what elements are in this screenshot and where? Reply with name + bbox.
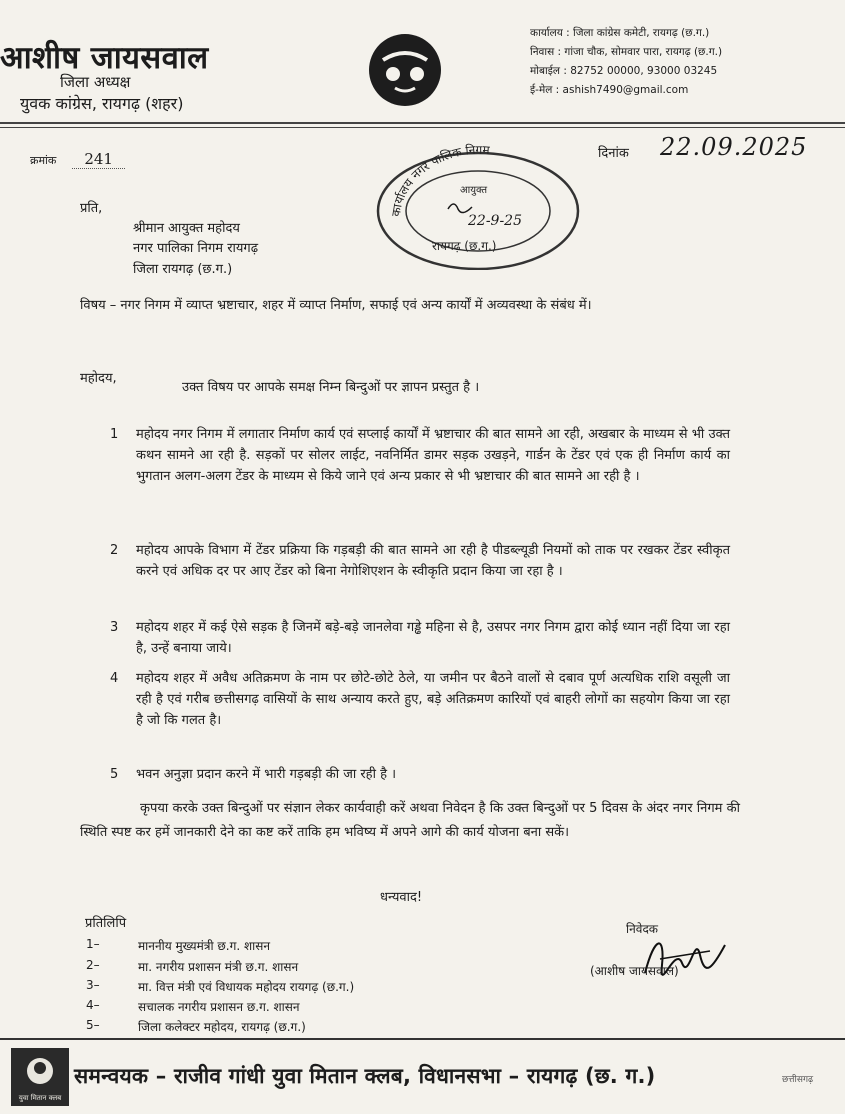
recipient-line: नगर पालिका निगम रायगढ़ <box>133 241 259 256</box>
point-item <box>110 668 730 731</box>
contact-mobile: मोबाईल : 82752 00000, 93000 03245 <box>530 65 718 77</box>
point-item <box>110 764 730 785</box>
contact-email: ई-मेल : ashish7490@gmail.com <box>530 84 689 96</box>
point-item <box>110 540 730 582</box>
sender-post: जिला अध्यक्ष <box>60 73 131 91</box>
point-item <box>110 617 730 659</box>
copy-list-item: माननीय मुख्यमंत्री छ.ग. शासन <box>138 939 271 953</box>
salutation: महोदय, <box>80 371 117 386</box>
copy-list-item: मा. नगरीय प्रशासन मंत्री छ.ग. शासन <box>138 960 299 974</box>
header-divider-thin <box>0 127 845 128</box>
point-text: महोदय नगर निगम में लगातार निर्माण कार्य एवं सप्लाई कार्यों में भ्रष्टाचार की बात सामने आ रही, अखबार के माध्यम से भी उक्त कथन सामने आ रही है. सड़कों पर सोलर लाईट, नवनिर्मित डामर सड़क उखड़ने, गार्डन के टेंडर एवं एक ही निर्माण कार्य का भुगतान अलग-अलग टेंडर के माध्यम से किये जाने एवं अन्य प्रकार से भी भ्रष्टाचार की बात सामने आ रही है । <box>136 427 730 484</box>
point-number: 3 <box>110 620 119 635</box>
point-number: 5 <box>110 767 119 782</box>
date-value: 22.09.2025 <box>660 133 808 161</box>
point-text: भवन अनुज्ञा प्रदान करने में भारी गड़बड़ी की जा रही है । <box>136 767 397 782</box>
sender-name: आशीष जायसवाल <box>0 40 209 76</box>
received-stamp <box>360 135 590 270</box>
recipient-line: श्रीमान आयुक्त महोदय <box>133 221 240 236</box>
copy-list-number: 4– <box>86 998 100 1012</box>
point-text: महोदय शहर में कई ऐसे सड़क है जिनमें बड़े-बड़े जानलेवा गड्ढे महिना से है, उसपर नगर निगम द्वारा कोई ध्यान नहीं दिया जा रहा है, उन्हें बनाया जाये। <box>136 620 730 656</box>
point-text: महोदय शहर में अवैध अतिक्रमण के नाम पर छोटे-छोटे ठेले, या जमीन पर बैठने वालों से दबाव पूर्ण अत्यधिक राशि वसूली जा रही है एवं गरीब छत्तीसगढ़ वासियों के साथ अन्याय करते हुए, बड़े अतिक्रमण कारियों एवं बाहरी लोगों का सहयोग किया जा रहा है जो कि गलत है। <box>136 671 730 728</box>
header-divider <box>0 122 845 124</box>
signatory-name: (आशीष जायसवाल) <box>590 964 679 978</box>
contact-residence: निवास : गांजा चौक, सोमवार पारा, रायगढ़ (छ.ग.) <box>530 46 723 58</box>
copy-list-title: प्रतिलिपि <box>85 916 127 931</box>
recipient-line: जिला रायगढ़ (छ.ग.) <box>133 262 233 277</box>
reference-label: क्रमांक <box>30 154 57 167</box>
stamp-arc-text: कार्यालय नगर पालिक निगम <box>388 142 491 218</box>
thanks: धन्यवाद! <box>380 890 423 905</box>
point-text: महोदय आपके विभाग में टेंडर प्रक्रिया कि गड़बड़ी की बात सामने आ रही है पीडब्ल्यूडी नियमों को ताक पर रखकर टेंडर स्वीकृत करने एवं अधिक दर पर आए टेंडर को बिना नेगोशिएशन के स्वीकृति प्रदान किया जा रहा है । <box>136 543 730 579</box>
copy-list-number: 1– <box>86 937 100 951</box>
copy-list-item: सचालक नगरीय प्रशासन छ.ग. शासन <box>138 1000 300 1014</box>
footer-text: समन्वयक – राजीव गांधी युवा मितान क्लब, विधानसभा – रायगढ़ (छ. ग.) <box>74 1064 656 1088</box>
yuva-mitan-club-logo <box>10 1047 70 1107</box>
point-number: 1 <box>110 427 119 442</box>
footer-logo-caption: युवा मितान क्लब <box>18 1094 62 1102</box>
date-label: दिनांक <box>598 146 629 161</box>
copy-list-item: मा. वित्त मंत्री एवं विधायक महोदय रायगढ़ (छ.ग.) <box>138 980 355 994</box>
copy-list-number: 5– <box>86 1018 100 1032</box>
copy-list-number: 2– <box>86 958 100 972</box>
reference-value: 241 <box>72 150 125 169</box>
stamp-center-label: आयुक्त <box>460 185 488 196</box>
contact-office: कार्यालय : जिला कांग्रेस कमेटी, रायगढ़ (छ.ग.) <box>530 27 710 39</box>
signature-label: निवेदक <box>626 922 659 936</box>
recipient-to: प्रति, <box>80 201 103 216</box>
point-number: 4 <box>110 671 119 686</box>
point-item <box>110 424 730 487</box>
stamp-bottom-text: रायगढ़ (छ.ग.) <box>432 239 497 253</box>
copy-list-number: 3– <box>86 978 100 992</box>
stamp-received-date: 22-9-25 <box>468 213 522 229</box>
point-number: 2 <box>110 543 119 558</box>
request-paragraph: कृपया करके उक्त बिन्दुओं पर संज्ञान लेकर कार्यवाही करें अथवा निवेदन है कि उक्त बिन्दुओं पर 5 दिवस के अंदर नगर निगम की स्थिति स्पष्ट कर हमें जानकारी देने का कष्ट करें ताकि हम भविष्य में अपने आगे की कार्य योजना बना सकें। <box>80 801 740 840</box>
sender-organization: युवक कांग्रेस, रायगढ़ (शहर) <box>20 94 184 113</box>
intro-line: उक्त विषय पर आपके समक्ष निम्न बिन्दुओं पर ज्ञापन प्रस्तुत है । <box>182 380 480 395</box>
subject: विषय – नगर निगम में व्याप्त भ्रष्टाचार, शहर में व्याप्त निर्माण, सफाई एवं अन्य कार्यों में अव्यवस्था के संबंध में। <box>80 298 592 313</box>
reference-number <box>30 150 125 168</box>
footer-side-note: छत्तीसगढ़ <box>782 1075 814 1085</box>
copy-list-item: जिला कलेक्टर महोदय, रायगढ़ (छ.ग.) <box>138 1020 306 1034</box>
congress-hand-logo-icon <box>365 30 445 110</box>
